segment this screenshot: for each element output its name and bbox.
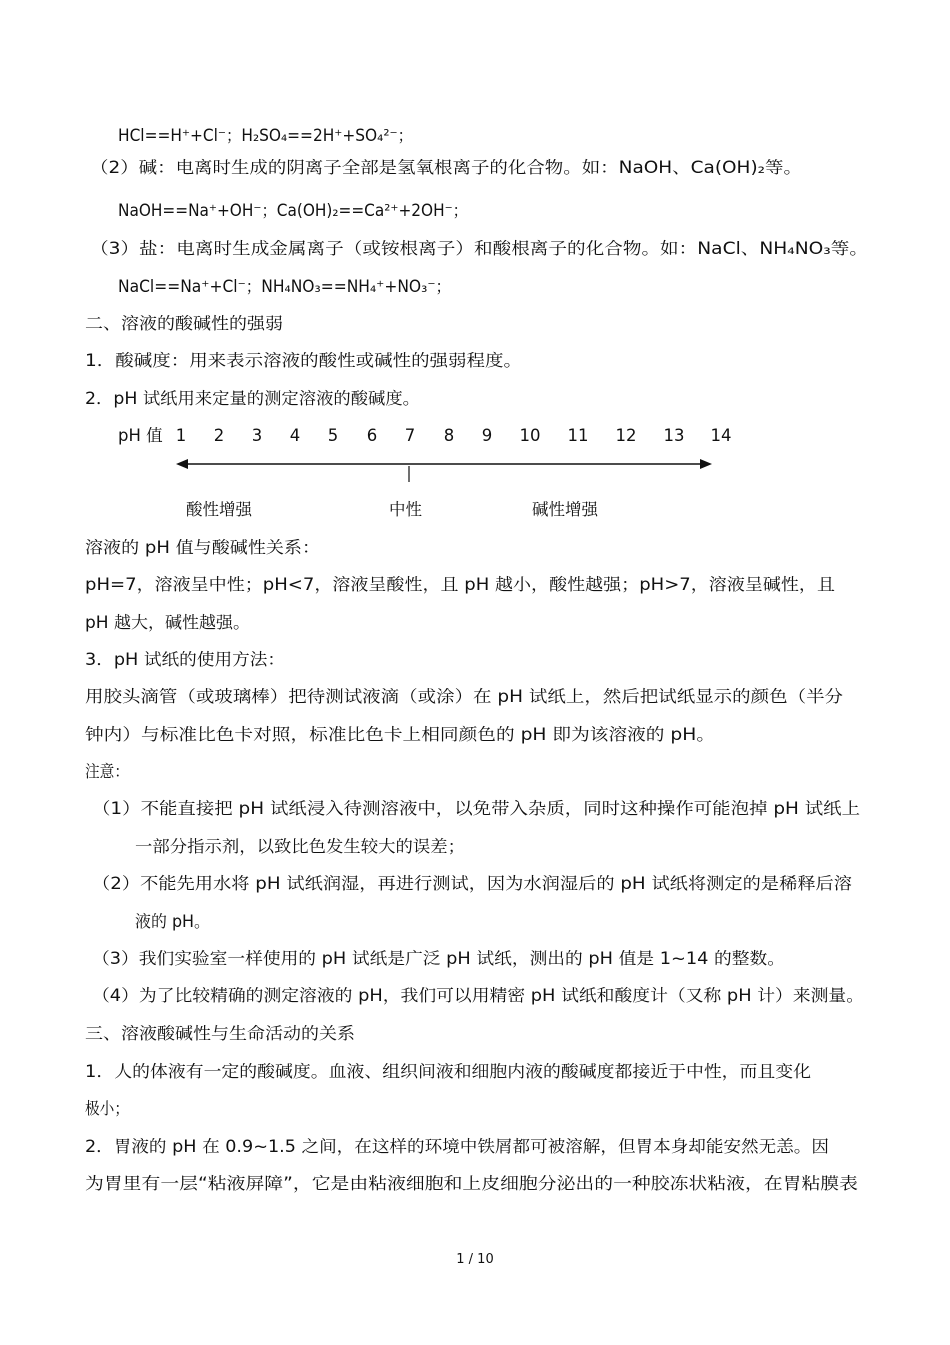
text-line-19 [135,914,213,931]
text: 1．人的体液有一定的酸碱度。血液、组织间液和细胞内液的酸碱度都接近于中性，而且变化 [85,1062,812,1081]
text-line-20 [92,949,785,968]
ph-tick-label: 3 [251,426,263,445]
basic-label: 碱性增强 [532,500,598,519]
text: pH=7，溶液呈中性；pH<7，溶液呈酸性，且 pH 越小，酸性越强；pH>7，溶液呈碱性，且 [85,575,835,594]
right-arrow-icon [700,459,712,469]
text-line-26 [85,1174,858,1193]
text: 1．酸碱度：用来表示溶液的酸性或碱性的强弱程度。 [85,351,522,370]
ph-tick-label: 6 [366,426,378,445]
text: （3）盐：电离时生成金属离子（或铵根离子）和酸根离子的化合物。如：NaCl、NH₄NO₃等。 [90,239,868,258]
page-number: 1 / 10 [456,1252,494,1267]
text: HCl==H⁺+Cl⁻；H₂SO₄==2H⁺+SO₄²⁻； [118,126,413,145]
text: 溶液的 pH 值与酸碱性关系： [85,538,321,557]
text-line-17 [135,837,465,856]
ph-tick-label: 2 [213,426,225,445]
text-line-23 [85,1062,812,1081]
text: （2）不能先用水将 pH 试纸润湿，再进行测试，因为水润湿后的 pH 试纸将测定的是稀释后溶 [92,874,853,893]
text: 二、溶液的酸碱性的强弱 [85,314,283,333]
text: NaOH==Na⁺+OH⁻；Ca(OH)₂==Ca²⁺+2OH⁻； [118,201,468,220]
text-line-11 [85,613,250,632]
ph-tick-label: 14 [710,426,732,445]
text: （3）我们实验室一样使用的 pH 试纸是广泛 pH 试纸，测出的 pH 值是 1~14 的整数。 [92,949,785,968]
neutral-label: 中性 [389,500,422,519]
text: 一部分指示剂，以致比色发生较大的误差； [135,837,465,856]
ph-scale-axis [0,0,950,600]
text: 3．pH 试纸的使用方法： [85,650,285,669]
text-line-21 [92,986,864,1005]
text-line-25 [85,1137,829,1156]
text: 为胃里有一层“粘液屏障”，它是由粘液细胞和上皮细胞分泌出的一种胶冻状粘液，在胃粘膜表 [85,1174,858,1193]
text-line-12 [85,650,285,669]
text-line-14 [85,725,716,744]
text: pH 越大，碱性越强。 [85,613,250,632]
ph-tick-label: 13 [663,426,685,445]
text-line-24 [85,1101,135,1118]
section-heading-3 [85,1024,355,1043]
text: 液的 pH。 [135,912,211,931]
text: （2）碱：电离时生成的阴离子全部是氢氧根离子的化合物。如：NaOH、Ca(OH)₂等。 [90,158,802,177]
text-line-13 [85,687,844,706]
ph-tick-label: 5 [327,426,339,445]
ph-tick-label: 4 [289,426,301,445]
ph-tick-label: 7 [404,426,416,445]
text: 极小； [85,1099,130,1118]
text: 用胶头滴管（或玻璃棒）把待测试液滴（或涂）在 pH 试纸上，然后把试纸显示的颜色（半分 [85,687,844,706]
ph-tick-label: 9 [481,426,493,445]
text-line-15 [85,764,135,781]
text: 三、溶液酸碱性与生命活动的关系 [85,1024,355,1043]
ph-tick-label: 1 [175,426,187,445]
ph-scale-label: pH 值 [118,426,163,445]
left-arrow-icon [176,459,188,469]
text: 钟内）与标准比色卡对照，标准比色卡上相同颜色的 pH 即为该溶液的 pH。 [85,725,716,744]
text: NaCl==Na⁺+Cl⁻；NH₄NO₃==NH₄⁺+NO₃⁻； [118,277,452,296]
acidic-label: 酸性增强 [186,500,252,519]
ph-tick-label: 10 [519,426,541,445]
text-line-18 [92,874,853,893]
ph-tick-label: 8 [443,426,455,445]
text: 注意： [85,762,130,781]
ph-tick-label: 12 [615,426,637,445]
text-line-16 [92,799,861,818]
text-line-10 [85,575,835,594]
text: 2．胃液的 pH 在 0.9~1.5 之间，在这样的环境中铁屑都可被溶解，但胃本身却能安然无恙。因 [85,1137,829,1156]
text-line-9 [85,538,321,557]
text: （1）不能直接把 pH 试纸浸入待测溶液中，以免带入杂质，同时这种操作可能泡掉 pH 试纸上 [92,799,861,818]
text: 2．pH 试纸用来定量的测定溶液的酸碱度。 [85,389,420,408]
ph-tick-label: 11 [567,426,589,445]
text: （4）为了比较精确的测定溶液的 pH，我们可以用精密 pH 试纸和酸度计（又称 pH 计）来测量。 [92,986,864,1005]
